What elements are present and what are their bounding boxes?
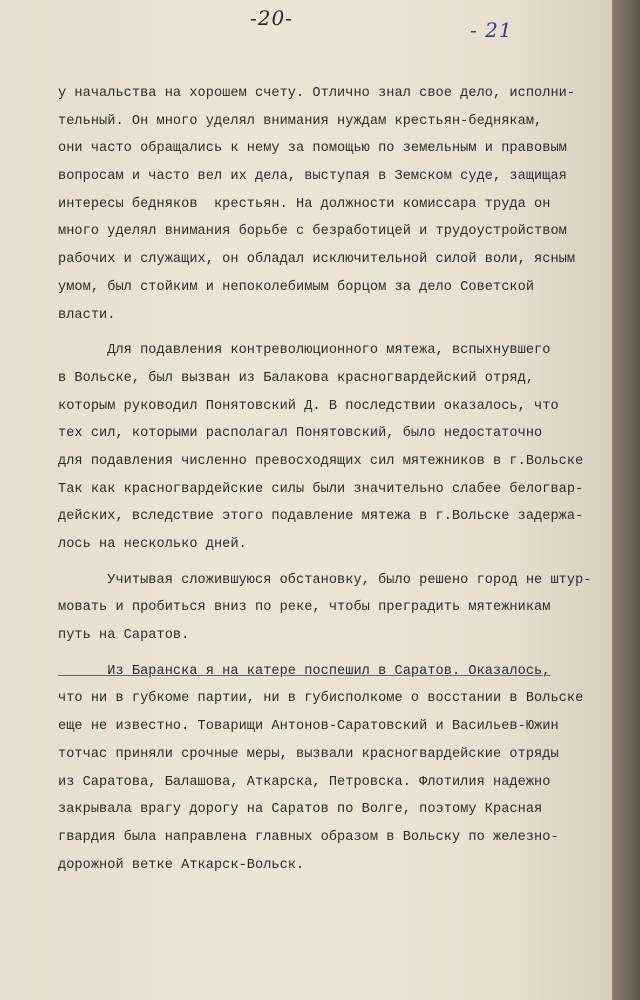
page-edge-shadow bbox=[612, 0, 640, 1000]
text-line: Учитывая сложившуюся обстановку, было решено город не штур- bbox=[58, 572, 592, 588]
text-line: которым руководил Понятовский Д. В последствии оказалось, что bbox=[58, 398, 559, 414]
text-line: путь на Саратов. bbox=[58, 628, 190, 644]
text-line: в Вольске, был вызван из Балакова красногвардейский отряд, bbox=[58, 370, 535, 386]
page-number-handwritten: - 21 bbox=[470, 18, 513, 42]
typed-text-body bbox=[58, 80, 633, 879]
text-line: тотчас приняли срочные меры, вызвали красногвардейские отряды bbox=[58, 746, 559, 762]
paragraph-2 bbox=[58, 337, 633, 559]
text-line: тельный. Он много уделял внимания нуждам крестьян-беднякам, bbox=[58, 113, 543, 129]
text-line: дорожной ветке Аткарск-Вольск. bbox=[58, 857, 305, 873]
text-line: много уделял внимания борьбе с безработицей и трудоустройством bbox=[58, 224, 567, 240]
paragraph-1 bbox=[58, 80, 633, 329]
text-line: рабочих и служащих, он обладал исключительной силой воли, ясным bbox=[58, 252, 576, 268]
text-line: интересы бедняков крестьян. На должности комиссара труда он bbox=[58, 196, 551, 212]
text-line: закрывала врагу дорогу на Саратов по Волге, поэтому Красная bbox=[58, 802, 543, 818]
text-line: Из Баранска я на катере поспешил в Саратов. Оказалось, bbox=[58, 663, 551, 679]
text-line: у начальства на хорошем счету. Отлично знал свое дело, исполни- bbox=[58, 86, 576, 101]
text-line: что ни в губкоме партии, ни в губисполкоме о восстании в Вольске bbox=[58, 691, 584, 707]
text-line: власти. bbox=[58, 307, 116, 323]
text-line: для подавления численно превосходящих сил мятежников в г.Вольске bbox=[58, 453, 584, 469]
text-line: еще не известно. Товарищи Антонов-Саратовский и Васильев-Южин bbox=[58, 719, 559, 735]
text-line: мовать и пробиться вниз по реке, чтобы преградить мятежникам bbox=[58, 600, 551, 616]
paragraph-4 bbox=[58, 658, 633, 880]
text-line: Так как красногвардейские силы были значительно слабее белогвар- bbox=[58, 481, 584, 497]
text-line: лось на несколько дней. bbox=[58, 537, 247, 552]
text-line: дейских, вследствие этого подавление мятежа в г.Вольске задержа- bbox=[58, 509, 584, 525]
text-line: умом, был стойким и непоколебимым борцом за дело Советской bbox=[58, 279, 535, 295]
text-line: они часто обращались к нему за помощью по земельным и правовым bbox=[58, 141, 567, 157]
text-line: гвардия была направлена главных образом в Вольску по железно- bbox=[58, 829, 559, 845]
text-line: вопросам и часто вел их дела, выступая в Земском суде, защищая bbox=[58, 169, 567, 185]
text-line: тех сил, которыми располагал Понятовский, было недостаточно bbox=[58, 426, 543, 442]
paragraph-3 bbox=[58, 567, 633, 650]
text-line: Для подавления контреволюционного мятежа, вспыхнувшего bbox=[58, 343, 551, 359]
page-number-typed: -20- bbox=[250, 6, 293, 30]
text-line: из Саратова, Балашова, Аткарска, Петровска. Флотилия надежно bbox=[58, 774, 551, 790]
